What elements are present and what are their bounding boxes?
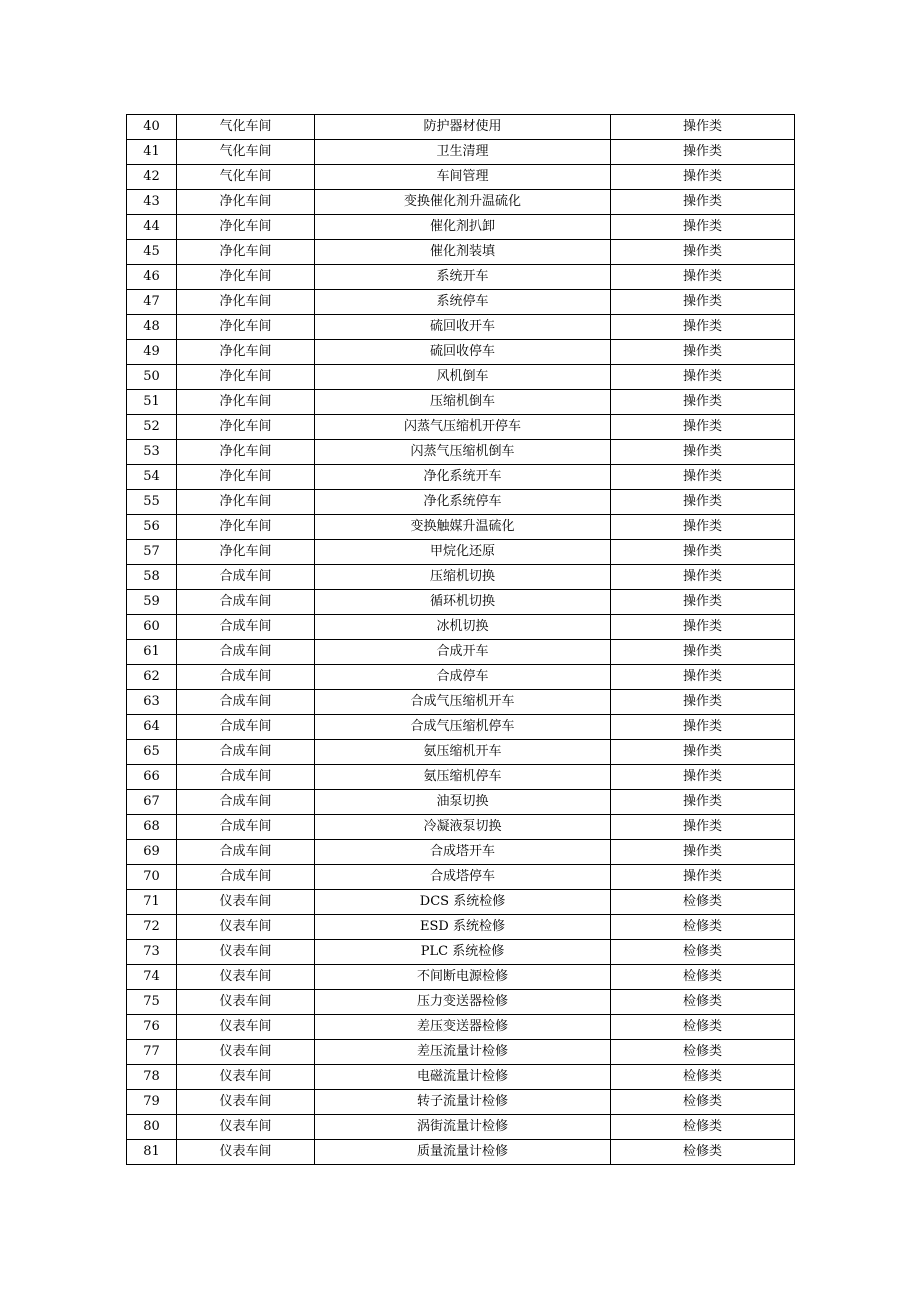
item-cell: 合成塔停车 <box>315 865 611 890</box>
table-row <box>127 240 795 265</box>
workshop-cell: 仪表车间 <box>177 1015 315 1040</box>
item-cell: DCS 系统检修 <box>315 890 611 915</box>
category-cell: 检修类 <box>611 940 795 965</box>
item-cell: 不间断电源检修 <box>315 965 611 990</box>
row-number-cell: 75 <box>127 990 177 1015</box>
category-cell: 操作类 <box>611 590 795 615</box>
workshop-cell: 合成车间 <box>177 640 315 665</box>
item-cell: 冷凝液泵切换 <box>315 815 611 840</box>
workshop-cell: 净化车间 <box>177 490 315 515</box>
row-number-cell: 63 <box>127 690 177 715</box>
table-row <box>127 865 795 890</box>
category-cell: 操作类 <box>611 740 795 765</box>
workshop-cell: 净化车间 <box>177 515 315 540</box>
item-cell: 硫回收停车 <box>315 340 611 365</box>
category-cell: 操作类 <box>611 340 795 365</box>
row-number-cell: 79 <box>127 1090 177 1115</box>
table-row <box>127 765 795 790</box>
workshop-cell: 合成车间 <box>177 590 315 615</box>
workshop-cell: 合成车间 <box>177 740 315 765</box>
item-cell: 催化剂扒卸 <box>315 215 611 240</box>
row-number-cell: 61 <box>127 640 177 665</box>
item-cell: 氨压缩机停车 <box>315 765 611 790</box>
row-number-cell: 47 <box>127 290 177 315</box>
item-cell: 闪蒸气压缩机倒车 <box>315 440 611 465</box>
workshop-cell: 净化车间 <box>177 215 315 240</box>
category-cell: 检修类 <box>611 990 795 1015</box>
category-cell: 检修类 <box>611 1015 795 1040</box>
category-cell: 操作类 <box>611 615 795 640</box>
workshop-cell: 气化车间 <box>177 140 315 165</box>
row-number-cell: 51 <box>127 390 177 415</box>
category-cell: 检修类 <box>611 965 795 990</box>
table-row <box>127 940 795 965</box>
category-cell: 检修类 <box>611 1140 795 1165</box>
workshop-cell: 合成车间 <box>177 715 315 740</box>
row-number-cell: 58 <box>127 565 177 590</box>
item-cell: 压缩机倒车 <box>315 390 611 415</box>
workshop-cell: 合成车间 <box>177 865 315 890</box>
table-row <box>127 590 795 615</box>
table-row <box>127 265 795 290</box>
workshop-cell: 仪表车间 <box>177 1040 315 1065</box>
workshop-cell: 合成车间 <box>177 765 315 790</box>
category-cell: 操作类 <box>611 265 795 290</box>
workshop-cell: 净化车间 <box>177 340 315 365</box>
item-cell: 冰机切换 <box>315 615 611 640</box>
table-row <box>127 415 795 440</box>
table-row <box>127 815 795 840</box>
workshop-cell: 合成车间 <box>177 790 315 815</box>
table-row <box>127 690 795 715</box>
category-cell: 操作类 <box>611 215 795 240</box>
category-cell: 检修类 <box>611 1040 795 1065</box>
item-cell: 净化系统开车 <box>315 465 611 490</box>
table-row <box>127 465 795 490</box>
category-cell: 操作类 <box>611 565 795 590</box>
workshop-cell: 合成车间 <box>177 665 315 690</box>
table-row <box>127 165 795 190</box>
workshop-cell: 净化车间 <box>177 190 315 215</box>
category-cell: 检修类 <box>611 1065 795 1090</box>
row-number-cell: 69 <box>127 840 177 865</box>
item-cell: 差压变送器检修 <box>315 1015 611 1040</box>
item-cell: 涡街流量计检修 <box>315 1115 611 1140</box>
row-number-cell: 73 <box>127 940 177 965</box>
category-cell: 操作类 <box>611 865 795 890</box>
row-number-cell: 71 <box>127 890 177 915</box>
row-number-cell: 68 <box>127 815 177 840</box>
workshop-cell: 净化车间 <box>177 440 315 465</box>
workshop-cell: 仪表车间 <box>177 1065 315 1090</box>
workshop-cell: 仪表车间 <box>177 915 315 940</box>
row-number-cell: 57 <box>127 540 177 565</box>
item-cell: 氨压缩机开车 <box>315 740 611 765</box>
row-number-cell: 76 <box>127 1015 177 1040</box>
category-cell: 操作类 <box>611 390 795 415</box>
item-cell: 差压流量计检修 <box>315 1040 611 1065</box>
row-number-cell: 81 <box>127 1140 177 1165</box>
table-row <box>127 890 795 915</box>
item-cell: 系统开车 <box>315 265 611 290</box>
table-row <box>127 440 795 465</box>
item-cell: 硫回收开车 <box>315 315 611 340</box>
table-row <box>127 1140 795 1165</box>
workshop-cell: 合成车间 <box>177 840 315 865</box>
workshop-cell: 仪表车间 <box>177 990 315 1015</box>
row-number-cell: 78 <box>127 1065 177 1090</box>
row-number-cell: 80 <box>127 1115 177 1140</box>
item-cell: 合成塔开车 <box>315 840 611 865</box>
procedure-table <box>126 114 795 1165</box>
row-number-cell: 60 <box>127 615 177 640</box>
table-row <box>127 565 795 590</box>
row-number-cell: 62 <box>127 665 177 690</box>
table-row <box>127 1015 795 1040</box>
table-row <box>127 640 795 665</box>
table-row <box>127 540 795 565</box>
table-row <box>127 1090 795 1115</box>
row-number-cell: 54 <box>127 465 177 490</box>
row-number-cell: 41 <box>127 140 177 165</box>
table-row <box>127 315 795 340</box>
category-cell: 操作类 <box>611 465 795 490</box>
category-cell: 操作类 <box>611 840 795 865</box>
category-cell: 检修类 <box>611 915 795 940</box>
table-body <box>127 115 795 1165</box>
table-row <box>127 915 795 940</box>
table-row <box>127 615 795 640</box>
category-cell: 操作类 <box>611 140 795 165</box>
workshop-cell: 合成车间 <box>177 615 315 640</box>
table-row <box>127 215 795 240</box>
category-cell: 操作类 <box>611 665 795 690</box>
item-cell: 合成开车 <box>315 640 611 665</box>
row-number-cell: 56 <box>127 515 177 540</box>
table-row <box>127 290 795 315</box>
table-row <box>127 515 795 540</box>
workshop-cell: 合成车间 <box>177 690 315 715</box>
item-cell: 净化系统停车 <box>315 490 611 515</box>
item-cell: 车间管理 <box>315 165 611 190</box>
category-cell: 操作类 <box>611 440 795 465</box>
row-number-cell: 55 <box>127 490 177 515</box>
row-number-cell: 66 <box>127 765 177 790</box>
category-cell: 操作类 <box>611 240 795 265</box>
workshop-cell: 净化车间 <box>177 315 315 340</box>
row-number-cell: 50 <box>127 365 177 390</box>
item-cell: 闪蒸气压缩机开停车 <box>315 415 611 440</box>
workshop-cell: 气化车间 <box>177 115 315 140</box>
table-row <box>127 390 795 415</box>
category-cell: 操作类 <box>611 515 795 540</box>
item-cell: 合成气压缩机停车 <box>315 715 611 740</box>
workshop-cell: 净化车间 <box>177 465 315 490</box>
table-row <box>127 1115 795 1140</box>
item-cell: 防护器材使用 <box>315 115 611 140</box>
table-row <box>127 740 795 765</box>
workshop-cell: 净化车间 <box>177 365 315 390</box>
workshop-cell: 合成车间 <box>177 565 315 590</box>
workshop-cell: 仪表车间 <box>177 1090 315 1115</box>
category-cell: 检修类 <box>611 1090 795 1115</box>
table-row <box>127 115 795 140</box>
table-row <box>127 715 795 740</box>
workshop-cell: 仪表车间 <box>177 965 315 990</box>
table-row <box>127 140 795 165</box>
item-cell: 质量流量计检修 <box>315 1140 611 1165</box>
table-row <box>127 490 795 515</box>
category-cell: 操作类 <box>611 165 795 190</box>
table-row <box>127 840 795 865</box>
table-row <box>127 340 795 365</box>
item-cell: 油泵切换 <box>315 790 611 815</box>
category-cell: 操作类 <box>611 765 795 790</box>
row-number-cell: 48 <box>127 315 177 340</box>
category-cell: 操作类 <box>611 640 795 665</box>
category-cell: 检修类 <box>611 1115 795 1140</box>
table-row <box>127 965 795 990</box>
item-cell: 变换催化剂升温硫化 <box>315 190 611 215</box>
item-cell: 循环机切换 <box>315 590 611 615</box>
workshop-cell: 仪表车间 <box>177 1140 315 1165</box>
table-row <box>127 665 795 690</box>
row-number-cell: 74 <box>127 965 177 990</box>
workshop-cell: 仪表车间 <box>177 890 315 915</box>
row-number-cell: 70 <box>127 865 177 890</box>
table-row <box>127 1040 795 1065</box>
row-number-cell: 49 <box>127 340 177 365</box>
item-cell: 甲烷化还原 <box>315 540 611 565</box>
workshop-cell: 仪表车间 <box>177 940 315 965</box>
workshop-cell: 净化车间 <box>177 390 315 415</box>
category-cell: 操作类 <box>611 715 795 740</box>
item-cell: 压力变送器检修 <box>315 990 611 1015</box>
category-cell: 操作类 <box>611 690 795 715</box>
row-number-cell: 65 <box>127 740 177 765</box>
table-row <box>127 1065 795 1090</box>
item-cell: 合成气压缩机开车 <box>315 690 611 715</box>
row-number-cell: 45 <box>127 240 177 265</box>
category-cell: 操作类 <box>611 815 795 840</box>
category-cell: 操作类 <box>611 190 795 215</box>
item-cell: 电磁流量计检修 <box>315 1065 611 1090</box>
workshop-cell: 净化车间 <box>177 265 315 290</box>
category-cell: 操作类 <box>611 315 795 340</box>
category-cell: 操作类 <box>611 115 795 140</box>
category-cell: 操作类 <box>611 415 795 440</box>
item-cell: ESD 系统检修 <box>315 915 611 940</box>
category-cell: 操作类 <box>611 290 795 315</box>
workshop-cell: 仪表车间 <box>177 1115 315 1140</box>
item-cell: 催化剂装填 <box>315 240 611 265</box>
item-cell: 压缩机切换 <box>315 565 611 590</box>
category-cell: 操作类 <box>611 540 795 565</box>
row-number-cell: 40 <box>127 115 177 140</box>
category-cell: 操作类 <box>611 365 795 390</box>
workshop-cell: 净化车间 <box>177 240 315 265</box>
row-number-cell: 43 <box>127 190 177 215</box>
row-number-cell: 53 <box>127 440 177 465</box>
workshop-cell: 净化车间 <box>177 290 315 315</box>
workshop-cell: 气化车间 <box>177 165 315 190</box>
category-cell: 检修类 <box>611 890 795 915</box>
row-number-cell: 46 <box>127 265 177 290</box>
table-row <box>127 365 795 390</box>
row-number-cell: 44 <box>127 215 177 240</box>
row-number-cell: 42 <box>127 165 177 190</box>
item-cell: 合成停车 <box>315 665 611 690</box>
item-cell: PLC 系统检修 <box>315 940 611 965</box>
table-row <box>127 990 795 1015</box>
workshop-cell: 合成车间 <box>177 815 315 840</box>
item-cell: 转子流量计检修 <box>315 1090 611 1115</box>
row-number-cell: 77 <box>127 1040 177 1065</box>
row-number-cell: 52 <box>127 415 177 440</box>
category-cell: 操作类 <box>611 490 795 515</box>
workshop-cell: 净化车间 <box>177 540 315 565</box>
item-cell: 卫生清理 <box>315 140 611 165</box>
item-cell: 系统停车 <box>315 290 611 315</box>
row-number-cell: 64 <box>127 715 177 740</box>
row-number-cell: 72 <box>127 915 177 940</box>
item-cell: 风机倒车 <box>315 365 611 390</box>
table-row <box>127 190 795 215</box>
row-number-cell: 59 <box>127 590 177 615</box>
table-row <box>127 790 795 815</box>
item-cell: 变换触媒升温硫化 <box>315 515 611 540</box>
row-number-cell: 67 <box>127 790 177 815</box>
workshop-cell: 净化车间 <box>177 415 315 440</box>
category-cell: 操作类 <box>611 790 795 815</box>
